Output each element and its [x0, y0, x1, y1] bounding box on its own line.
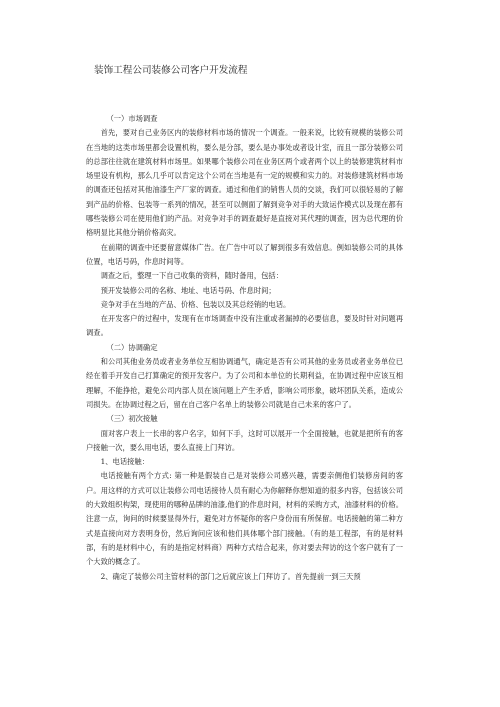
section-heading-first-contact: （三）初次接触	[106, 414, 158, 424]
paragraph: 在前期的调查中还要留意媒体广告。在广告中可以了解到很多有效信息。例如装修公司的具体位置，电话号码，作息时间等。	[86, 242, 403, 266]
paragraph: 首先，要对自己业务区内的装修材料市场的情况一个调查。一般来说，比较有规模的装修公司在当地的这类市场里都会设置机构，要么是分部，要么是办事处或者设计室，而且一部分装修公司的总部往往就在建筑材料市场里。如果哪个装修公司在业务区两个或者两个以上的装修建筑材料市场里设有机构，那么几乎可以肯定这个公司在当地是有一定的规模和实力的。对装修建筑材料市场的调查还包括对其他油漆生产厂家的调查。通过和他们的销售人员的交谈，我们可以很轻易的了解到产品的价格、包装等一系列的情况，甚至可以侧面了解到竞争对手的大致运作模式以及现在都有哪些装修公司在使用他们的产品。对竞争对手的调查最好是直接对其代理的调查，因为总代理的价格明显比其他分销价格高灾。	[86, 128, 403, 238]
paragraph: 2、确定了装修公司主管材料的部门之后就应该上门拜访了。首先提前一到三天预	[100, 571, 361, 581]
document-body	[86, 112, 403, 584]
document-title: 装饰工程公司装修公司客户开发流程	[94, 65, 248, 76]
paragraph: 在开发客户的过程中，发现有在市场调查中没有注重或者漏掉的必要信息，要及时针对问题再调查。	[86, 314, 403, 338]
section-heading-coordination: （二）协调确定	[106, 342, 158, 352]
paragraph: 预开发装修公司的名称、地址、电话号码、作息时间；	[100, 285, 276, 295]
paragraph: 电话接触有两个方式: 第一种是假装自己是对装修公司感兴趣，需要亲侧他们装修房间的客户。用这样的方式可以让装修公司电话接待人员有耐心为你解释你想知道的很多内容，包括该公司的大致组织构架，现使用的哪种品牌的油漆,他们的作息时间，材料的采购方式，油漆材料的价格。注意一点，询问的时候要显得外行，避免对方怀疑你的客户身份而有所保留。电话接触的第二种方式是直接向对方表明身份，然后询问应该和他们具体哪个部门接触。（有的是工程部，有的是材料部，有的是材料中心，有的是指定材料商）两种方式结合起来，你对要去拜访的这个客户就有了一个大致的概念了。	[86, 471, 403, 567]
paragraph: 和公司其他业务员或者业务单位互相协调通气，确定是否有公司其他的业务员或者业务单位已经在着手开发自己打算确定的预开发客户。为了公司和本单位的长期利益，在协调过程中应该互相理解，不能挣抢，避免公司内部人员在该问题上产生矛盾，影响公司形象，破坏团队关系，造成公司损失。在协调过程之后，留在自己客户名单上的装修公司就是自己未来的客户了。	[86, 357, 403, 409]
paragraph: 竞争对手在当地的产品、价格、包装以及其总经销的电话。	[100, 299, 291, 309]
section-heading-market-survey: （一）市场调查	[106, 114, 158, 123]
paragraph: 面对客户表上一长串的客户名字，如何下手，这时可以展开一个全面接触，也就是把所有的客户接触一次，要么用电话，要么直接上门拜访。	[86, 428, 403, 452]
paragraph: 调查之后，整理一下自己收集的资料，随时备用，包括：	[100, 271, 284, 281]
paragraph: 1、电话接触：	[100, 457, 150, 467]
